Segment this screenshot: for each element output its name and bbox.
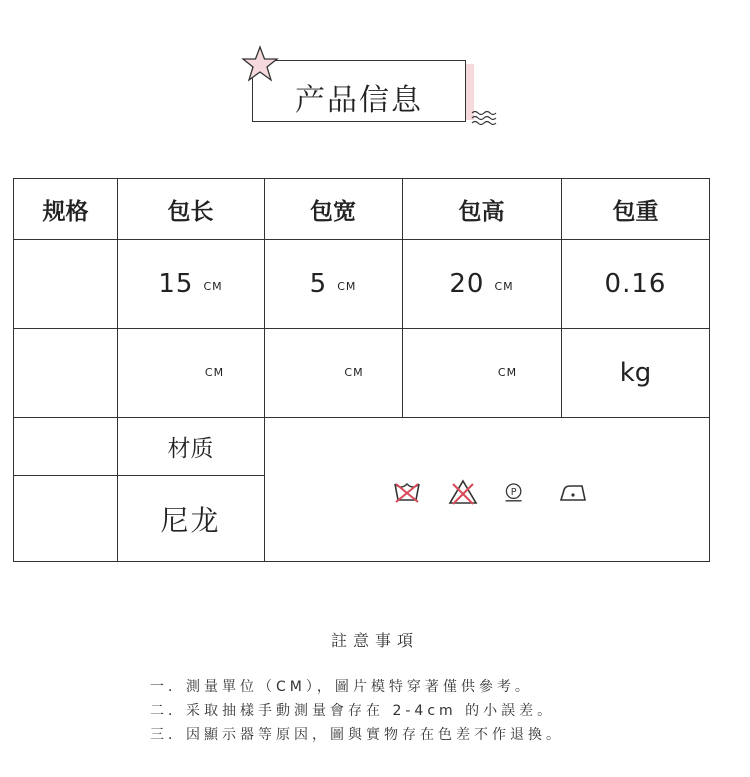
no-bleach-icon xyxy=(448,478,478,506)
header-weight: 包重 xyxy=(612,198,659,225)
row1-weight xyxy=(561,239,710,328)
no-wring-icon xyxy=(392,478,422,506)
dry-clean-p-icon xyxy=(504,478,528,506)
notes-title: 註意事項 xyxy=(330,631,419,650)
svg-text:P: P xyxy=(510,486,517,498)
width-value: 5 xyxy=(309,268,328,299)
header-height: 包高 xyxy=(458,198,505,225)
row2-weight-unit-cell xyxy=(561,328,710,417)
length-value: 15 xyxy=(158,268,194,299)
note-item-3: 三．因顯示器等原因，圖與實物存在色差不作退換。 xyxy=(150,727,564,743)
page-title: 产品信息 xyxy=(295,83,423,118)
row3-blank xyxy=(14,417,117,475)
material-label: 材质 xyxy=(167,435,214,462)
badge-box xyxy=(252,60,466,122)
material-value: 尼龙 xyxy=(160,503,221,537)
star-icon xyxy=(240,44,280,84)
note-item-2: 二．采取抽樣手動測量會存在 2-4cm 的小誤差。 xyxy=(150,703,556,719)
row2-weight-unit: kg xyxy=(619,357,652,388)
row1-spec xyxy=(14,239,117,328)
weight-value: 0.16 xyxy=(604,268,667,299)
row2-height-unit: CM xyxy=(497,366,518,379)
row4-blank xyxy=(14,475,117,562)
row2-length-unit: CM xyxy=(204,366,225,379)
iron-icon xyxy=(558,478,588,506)
row1-width xyxy=(264,239,402,328)
waves-icon xyxy=(470,108,504,128)
header-width: 包宽 xyxy=(310,198,356,225)
row2-height-unit-cell xyxy=(402,328,561,417)
width-unit: CM xyxy=(337,280,357,293)
header-spec: 规格 xyxy=(42,198,89,225)
height-value: 20 xyxy=(449,268,485,299)
row2-spec xyxy=(14,328,117,417)
section-title-badge xyxy=(240,40,510,140)
care-icons xyxy=(392,478,614,506)
row2-length-unit-cell xyxy=(117,328,264,417)
length-unit: CM xyxy=(203,280,223,293)
note-item-1: 一．測量單位（CM），圖片模特穿著僅供參考。 xyxy=(150,679,533,695)
height-unit: CM xyxy=(494,280,514,293)
row2-width-unit-cell xyxy=(264,328,402,417)
row2-width-unit: CM xyxy=(344,366,364,379)
row1-height xyxy=(402,239,561,328)
header-length: 包长 xyxy=(167,198,214,225)
row1-length xyxy=(117,239,264,328)
